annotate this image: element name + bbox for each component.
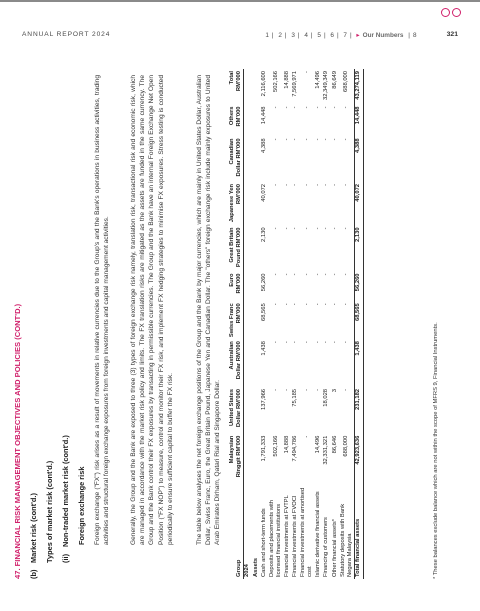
nav-separator: |	[323, 32, 326, 39]
nav-item[interactable]: 4	[304, 32, 308, 39]
col-header: Australian Dollar RM'000	[229, 341, 242, 380]
table-cell: 4,388	[261, 138, 268, 153]
non-traded-heading	[61, 435, 70, 563]
table-cell: 68,565	[261, 303, 268, 322]
col-header: Japanese Yen RM'000	[229, 183, 242, 223]
table-cell: -	[272, 183, 279, 186]
paragraph: Foreign exchange ("FX") risk arises as a result of movements in relative currencies due to the Group's and the Bank's operations in business activities, trading activities and structural foreign exchange exposures from foreign investments and capital management activities.	[94, 75, 111, 545]
table-cell: 231,182	[354, 387, 364, 434]
table-cell: -	[314, 388, 321, 391]
total-row	[354, 69, 364, 579]
table-cell: 688,000	[343, 71, 350, 92]
col-header: Total RM'000	[229, 71, 242, 92]
heading-text: Market risk (cont'd.)	[29, 493, 38, 563]
table-cell: 7,569,971	[292, 71, 299, 97]
table-cell: -	[303, 183, 310, 186]
table-row	[340, 69, 355, 579]
row-label: Financial investments at amortised cost	[300, 487, 314, 577]
table-cell: -	[303, 388, 310, 391]
col-header: United States Dollar RM'000	[229, 388, 242, 428]
table-cell: 502,166	[272, 435, 279, 457]
table-cell: -	[283, 138, 290, 141]
home-icon[interactable]	[441, 8, 450, 17]
table-cell: -	[272, 303, 279, 306]
table-cell: -	[343, 303, 350, 306]
note-title: 47. FINANCIAL RISK MANAGEMENT OBJECTIVES AND POLICIES (CONT'D.)	[13, 303, 22, 579]
table-cell: 502,166	[272, 71, 279, 92]
table-cell: 14,496	[314, 435, 321, 454]
table-cell: 86,649	[331, 71, 338, 89]
table-cell: -	[331, 138, 338, 141]
table-cell: 40,072	[354, 182, 364, 225]
table-cell: -	[314, 341, 321, 344]
table-cell: -	[303, 303, 310, 306]
group-label: Group	[235, 559, 242, 577]
table-cell: -	[283, 227, 290, 230]
heading-number: (ii)	[61, 553, 70, 563]
table-cell: -	[314, 227, 321, 230]
table-cell: -	[331, 303, 338, 306]
table-header-row	[229, 69, 243, 579]
table-cell: -	[343, 138, 350, 141]
table-cell: -	[283, 106, 290, 109]
table-cell: -	[331, 341, 338, 344]
page-number: 321	[446, 31, 458, 38]
table-cell: -	[272, 138, 279, 141]
table-cell: -	[314, 303, 321, 306]
assets-label: Assets	[252, 557, 259, 577]
table-cell: 56,260	[354, 271, 364, 301]
table-cell: -	[314, 138, 321, 141]
nav-item[interactable]: 3	[291, 32, 295, 39]
nav-separator: |	[310, 32, 313, 39]
year-label: 2024	[243, 483, 252, 579]
table-cell: -	[323, 341, 330, 344]
table-cell: -	[303, 273, 310, 276]
table-cell: -	[331, 273, 338, 276]
search-icon[interactable]	[452, 8, 461, 17]
col-header: Canadian Dollar RM'000	[229, 138, 242, 177]
table-cell: 1,791,333	[261, 435, 268, 462]
table-row	[261, 69, 270, 579]
table-cell: 18,028	[323, 388, 330, 407]
row-label: Islamic derivative financial assets	[314, 491, 321, 577]
table-cell: 42,923,636	[354, 434, 364, 483]
col-header: Euro RM'000	[229, 273, 242, 294]
table-cell: -	[303, 341, 310, 344]
table-cell: 32,349,349	[323, 71, 330, 101]
table-cell: -	[343, 227, 350, 230]
year-row	[243, 69, 252, 579]
table-cell: 1,438	[354, 339, 364, 387]
nav-item[interactable]: 1	[265, 32, 269, 39]
nav-item[interactable]: 7	[343, 32, 347, 39]
table-cell: -	[283, 303, 290, 306]
table-cell: -	[292, 303, 299, 306]
page-header	[0, 0, 480, 20]
row-label: Financial investments at FVTPL	[283, 495, 290, 577]
fx-risk-heading: Foreign exchange risk	[77, 466, 86, 545]
table-row	[269, 69, 283, 579]
table-cell: 14,888	[283, 435, 290, 454]
col-header: Others RM'000	[229, 106, 242, 127]
table-cell: 14,448	[354, 104, 364, 136]
table-cell: -	[323, 227, 330, 230]
table-cell: 1,438	[261, 341, 268, 356]
nav-item[interactable]: 6	[330, 32, 334, 39]
table-cell: 56,260	[261, 273, 268, 292]
table-cell: -	[292, 341, 299, 344]
table-cell: -	[343, 341, 350, 344]
nav-separator: |	[408, 32, 410, 39]
table-cell: 68,565	[354, 301, 364, 339]
row-label: Total financial assets	[354, 483, 364, 579]
table-row	[300, 69, 314, 579]
row-label: Deposits and placements with licensed financial institutions	[269, 499, 283, 577]
table-cell: -	[303, 435, 310, 438]
table-cell: -	[283, 273, 290, 276]
table-cell: 32,331,321	[323, 435, 330, 465]
table-cell: -	[303, 71, 310, 73]
table-cell: 40,072	[261, 183, 268, 202]
table-cell: -	[343, 106, 350, 109]
table-cell: -	[283, 388, 290, 391]
table-cell: -	[292, 138, 299, 141]
nav-item[interactable]: 5	[317, 32, 321, 39]
row-label: Other financial assets*	[331, 519, 338, 577]
table-cell: 2,130	[354, 225, 364, 271]
row-label: Financing of customers	[323, 517, 330, 577]
table-cell: 14,496	[314, 71, 321, 89]
table-cell: -	[343, 273, 350, 276]
table-cell: -	[343, 183, 350, 186]
table-cell: -	[283, 341, 290, 344]
nav-separator: |	[271, 32, 274, 39]
heading-number: (b)	[29, 569, 38, 579]
table-cell: -	[303, 227, 310, 230]
table-cell: -	[314, 183, 321, 186]
table-cell: -	[323, 273, 330, 276]
table-cell: -	[323, 138, 330, 141]
nav-item[interactable]: 8	[412, 32, 417, 39]
table-cell: -	[272, 341, 279, 344]
table-cell: -	[323, 183, 330, 186]
fx-positions-table	[229, 69, 364, 579]
header-rule	[0, 0, 480, 2]
table-cell: -	[331, 183, 338, 186]
table-row	[292, 69, 301, 579]
col-header: Malaysian Ringgit RM'000	[229, 435, 242, 478]
table-cell: 7,494,786	[292, 435, 299, 462]
nav-separator: |	[284, 32, 287, 39]
col-header: Great Britain Pound RM'000	[229, 227, 242, 268]
market-risk-heading	[29, 493, 38, 579]
table-cell: -	[314, 273, 321, 276]
table-cell: 2,116,600	[261, 71, 268, 97]
table-row	[323, 69, 332, 579]
table-cell: -	[292, 227, 299, 230]
table-cell: -	[272, 106, 279, 109]
nav-separator: |	[336, 32, 339, 39]
table-cell: 14,888	[283, 71, 290, 89]
table-cell: -	[323, 303, 330, 306]
table-cell: -	[292, 106, 299, 109]
table-cell: -	[343, 388, 350, 391]
table-cell: 86,646	[331, 435, 338, 454]
table-cell: 3	[331, 388, 338, 393]
table-cell: 137,966	[261, 388, 268, 410]
table-cell: 4,388	[354, 136, 364, 182]
table-cell: -	[272, 273, 279, 276]
table-cell: -	[292, 183, 299, 186]
table-cell: -	[272, 227, 279, 230]
nav-separator: |	[297, 32, 300, 39]
table-cell: -	[272, 388, 279, 391]
table-cell: -	[314, 106, 321, 109]
col-header: Swiss Franc RM'000	[229, 303, 242, 338]
footnote: * These balances exclude balance which are not within the scope of MFRS 9, Financial Instruments.	[433, 322, 439, 579]
types-heading: Types of market risk (cont'd.)	[45, 460, 54, 563]
heading-text: Non-traded market risk (cont'd.)	[61, 435, 70, 547]
table-cell: -	[331, 106, 338, 109]
row-label: Cash and short-term funds	[261, 508, 268, 577]
nav-arrow-icon: ▸	[356, 32, 360, 39]
paragraph: The table below analyses the net foreign exchange positions of the Group and the Bank by major currencies, which are mainly in United States Dollar, Australian Dollar, Swiss Franc, Euro, the Great Britain Pound, Japanese Yen and Canadian Dollar. The "others" foreign exchange risk include mainly exposures to United Arab Emirates Dirham, Qatari Rial and Singapore Dollar.	[196, 75, 222, 545]
table-cell: 43,274,119	[354, 69, 364, 104]
paragraph: Generally, the Group and the Bank are exposed to three (3) types of foreign exchange risk namely, translation risk, transactional risk and economic risk, which are managed in accordance with the market risk policy and limits. The FX translation risks are mitigated as the assets are funded in the same currency. The Group and the Bank control their FX exposures by transacting in permissible currencies. The Group and the Bank have an internal Foreign Exchange Net Open Position ("FX NOP") to measure, control and monitor their FX risk, and implement FX hedging strategies to minimise FX exposures. Stress testing is conducted periodically to ensure sufficient capital to buffer the FX risk.	[130, 75, 174, 545]
table-cell: -	[283, 183, 290, 186]
table-row	[283, 69, 292, 579]
rotated-page-content	[13, 37, 453, 597]
table-cell: 688,000	[343, 435, 350, 457]
nav-item-current[interactable]: Our Numbers	[362, 32, 404, 39]
row-label: Statutory deposits with Bank Negara Malaysia	[339, 503, 353, 577]
table-cell: -	[303, 106, 310, 109]
table-cell: 2,130	[261, 227, 268, 242]
table-cell: -	[323, 106, 330, 109]
nav-separator: |	[349, 32, 352, 39]
table-cell: 75,185	[292, 388, 299, 407]
table-row	[314, 69, 323, 579]
table-row	[331, 69, 340, 579]
table-cell: -	[292, 273, 299, 276]
nav-item[interactable]: 2	[278, 32, 282, 39]
annual-report-title: ANNUAL REPORT 2024	[22, 31, 111, 38]
table-cell: -	[331, 227, 338, 230]
assets-row	[252, 69, 261, 579]
table-cell: -	[303, 138, 310, 141]
row-label: Financial investments at FVOCI	[292, 495, 299, 577]
table-cell: 14,448	[261, 106, 268, 125]
